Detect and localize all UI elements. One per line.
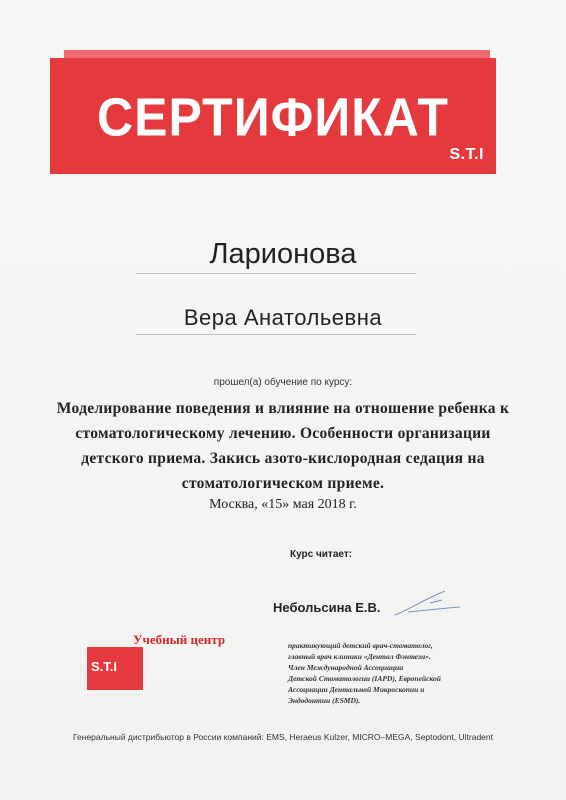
distributor-footer: Генеральный дистрибьютор в России компаний: EMS, Heraeus Kulzer, MICRO–MEGA, Septodont, Ultradent	[72, 732, 493, 742]
credential-line: главный врач клиники «Дентал Фэнтези».	[288, 652, 431, 661]
training-center-logo-text: S.T.I	[91, 659, 118, 674]
certificate-title: СЕРТИФИКАТ	[97, 86, 449, 148]
recipient-surname: Ларионова	[209, 238, 357, 270]
course-title	[40, 396, 526, 496]
training-center-logo	[87, 647, 143, 690]
sti-logo	[449, 146, 484, 164]
place-and-date: Москва, «15» мая 2018 г.	[209, 497, 357, 512]
course-title-line: Моделирование поведения и влияние на отношение ребенка к	[56, 400, 510, 417]
lecturer-credentials	[288, 640, 478, 706]
sti-logo-text: S.T.I	[449, 146, 484, 163]
credential-line: Член Международной Ассоциации	[288, 663, 404, 672]
credential-line: Детской Стоматологии (IAPD), Европейской	[288, 674, 441, 683]
course-reads-label: Курс читает:	[290, 549, 353, 560]
course-title-line: стоматологическому лечению. Особенности организации	[75, 425, 491, 442]
recipient-given-name: Вера Анатольевна	[183, 305, 383, 330]
course-title-line: стоматологическом приеме.	[181, 475, 385, 492]
credential-line: практикующий детский врач-стоматолог,	[288, 641, 433, 650]
passed-course-label: прошел(а) обучение по курсу:	[213, 377, 353, 388]
credential-line: Ассоциации Дентальной Микроскопии и	[288, 685, 425, 694]
training-center-label: Учебный центр	[133, 632, 226, 647]
given-name-underline	[136, 334, 416, 335]
lecturer-name: Небольсина Е.В.	[273, 600, 381, 615]
credential-line: Эндодонтии (ESMD).	[288, 696, 361, 705]
course-title-line: детского приема. Закись азото-кислородная седация на	[81, 450, 485, 467]
signature-image	[390, 585, 470, 625]
surname-underline	[136, 273, 416, 274]
certificate-banner	[50, 58, 496, 174]
